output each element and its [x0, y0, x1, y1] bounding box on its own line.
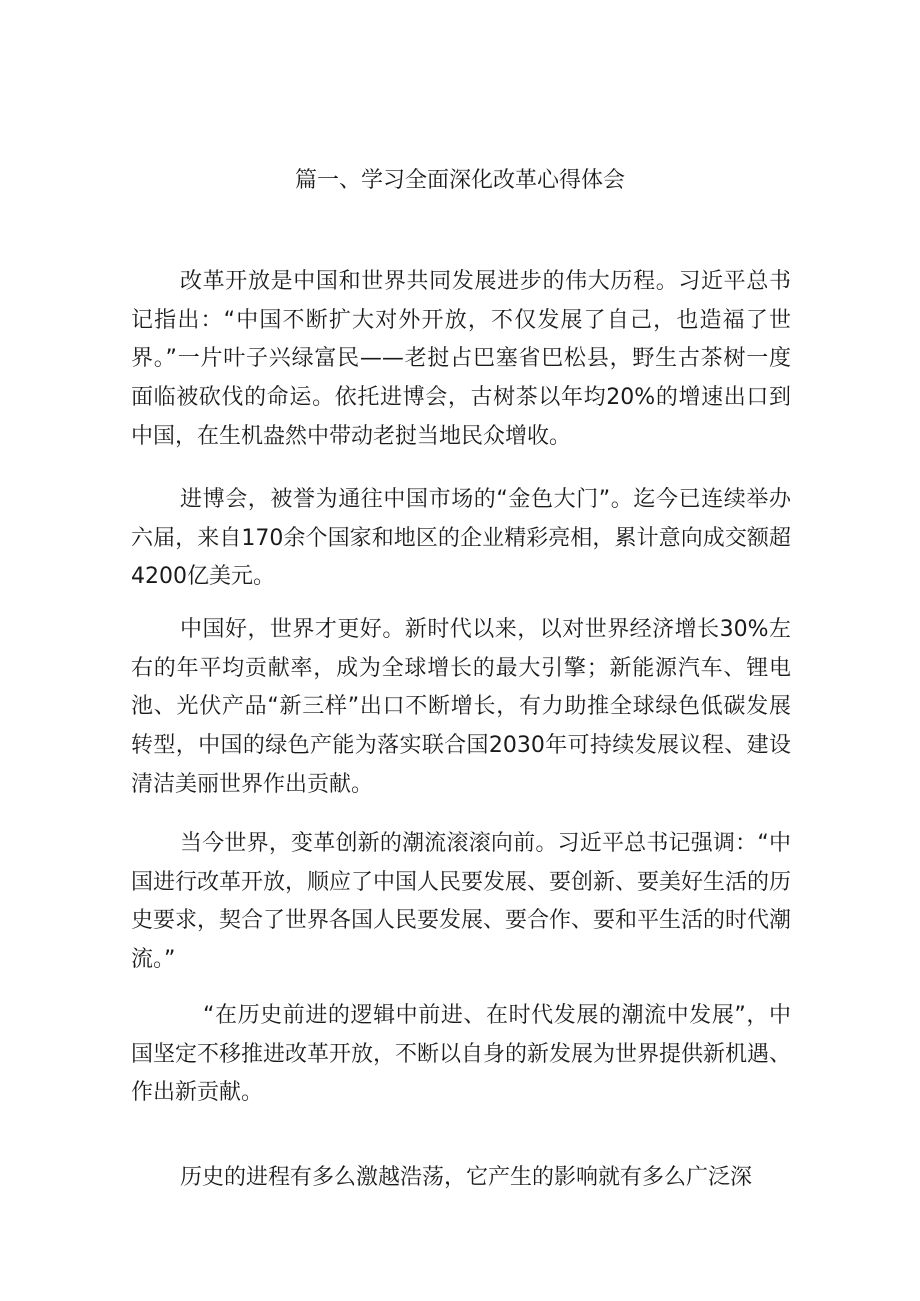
- paragraph-2: 进博会，被誉为通往中国市场的“金色大门”。迄今已连续举办六届，来自170余个国家和地区的企业精彩亮相，累计意向成交额超4200亿美元。: [131, 487, 791, 590]
- paragraph-1: 改革开放是中国和世界共同发展进步的伟大历程。习近平总书记指出：“中国不断扩大对外开放，不仅发展了自己，也造福了世界。”一片叶子兴绿富民——老挝占巴塞省巴松县，野生古茶树一度面临被砍伐的命运。依托进博会，古树茶以年均20%的增速出口到中国，在生机盎然中带动老挝当地民众增收。: [131, 269, 791, 449]
- document-title: 篇一、学习全面深化改革心得体会: [294, 168, 625, 193]
- paragraph-4: 当今世界，变革创新的潮流滚滚向前。习近平总书记强调：“中国进行改革开放，顺应了中国人民要发展、要创新、要美好生活的历史要求，契合了世界各国人民要发展、要合作、要和平生活的时代潮流。”: [131, 831, 792, 973]
- paragraph-3: 中国好，世界才更好。新时代以来，以对世界经济增长30%左右的年平均贡献率，成为全球增长的最大引擎；新能源汽车、锂电池、光伏产品“新三样”出口不断增长，有力助推全球绿色低碳发展转型，中国的绿色产能为落实联合国2030年可持续发展议程、建设清洁美丽世界作出贡献。: [131, 617, 791, 797]
- paragraph-6: 历史的进程有多么激越浩荡，它产生的影响就有多么广泛深: [180, 1165, 753, 1190]
- paragraph-5: “在历史前进的逻辑中前进、在时代发展的潮流中发展”，中国坚定不移推进改革开放，不断以自身的新发展为世界提供新机遇、作出新贡献。: [131, 1003, 792, 1106]
